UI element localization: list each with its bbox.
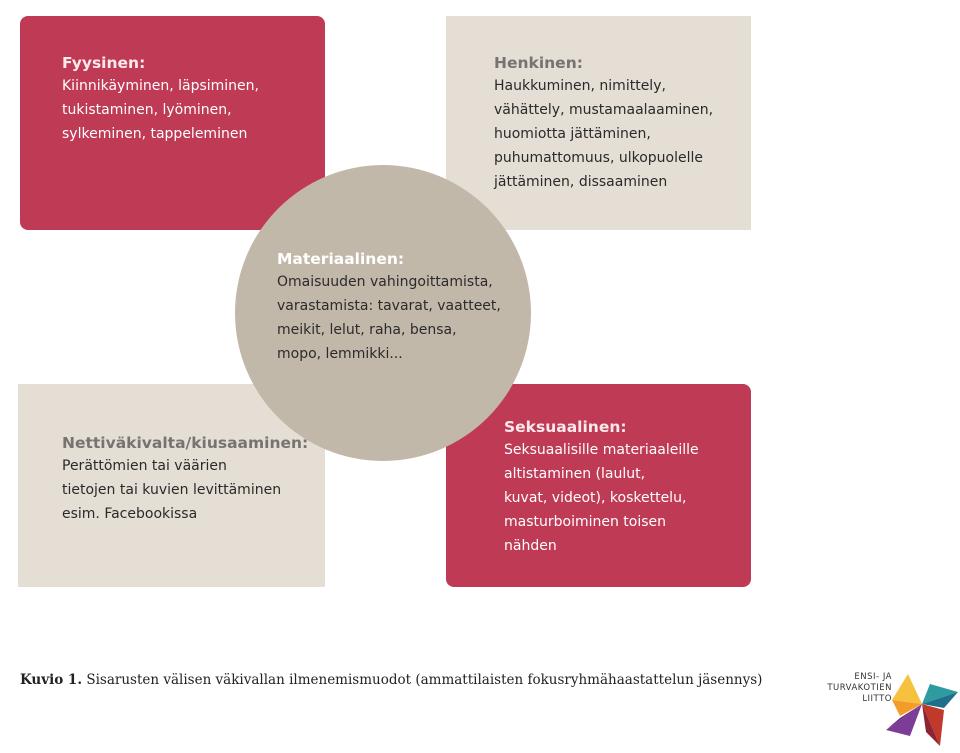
box-henkinen: [446, 16, 751, 230]
circle-title: Materiaalinen:: [277, 250, 405, 268]
organization-logo: [826, 670, 960, 750]
logo-line: TURVAKOTIEN: [827, 683, 892, 693]
logo-line: ENSI- JA: [854, 672, 892, 682]
circle-text: Omaisuuden vahingoittamista, varastamista: tavarat, vaatteet, meikit, lelut, raha, bensa, mopo, lemmikki...: [277, 274, 501, 362]
box-text: Seksuaalisille materiaaleille altistaminen (laulut, kuvat, videot), koskettelu, masturboiminen toisen nähden: [504, 442, 699, 554]
box-text: Kiinnikäyminen, läpsiminen, tukistaminen, lyöminen, sylkeminen, tappeleminen: [62, 78, 259, 142]
center-circle-materiaalinen: [235, 165, 531, 461]
box-title: Seksuaalinen:: [504, 418, 627, 436]
caption-text: Sisarusten välisen väkivallan ilmenemismuodot (ammattilaisten fokusryhmähaastattelun jäsennys): [82, 672, 763, 688]
box-text: Perättömien tai väärien tietojen tai kuvien levittäminen esim. Facebookissa: [62, 458, 282, 522]
logo-text: [826, 672, 892, 705]
logo-line: LIITTO: [862, 694, 892, 704]
box-title: Henkinen:: [494, 54, 583, 72]
box-text: Haukkuminen, nimittely, vähättely, mustamaalaaminen, huomiotta jättäminen, puhumattomuus, ulkopuolelle jättäminen, dissaaminen: [494, 78, 714, 190]
box-title: Nettiväkivalta/kiusaaminen:: [62, 434, 309, 452]
caption-label: Kuvio 1.: [20, 672, 83, 688]
box-title: Fyysinen:: [62, 54, 146, 72]
pinwheel-logo-icon: [886, 670, 960, 750]
box-seksuaalinen: [446, 384, 751, 587]
figure-caption: [20, 672, 780, 688]
box-fyysinen: [20, 16, 325, 230]
